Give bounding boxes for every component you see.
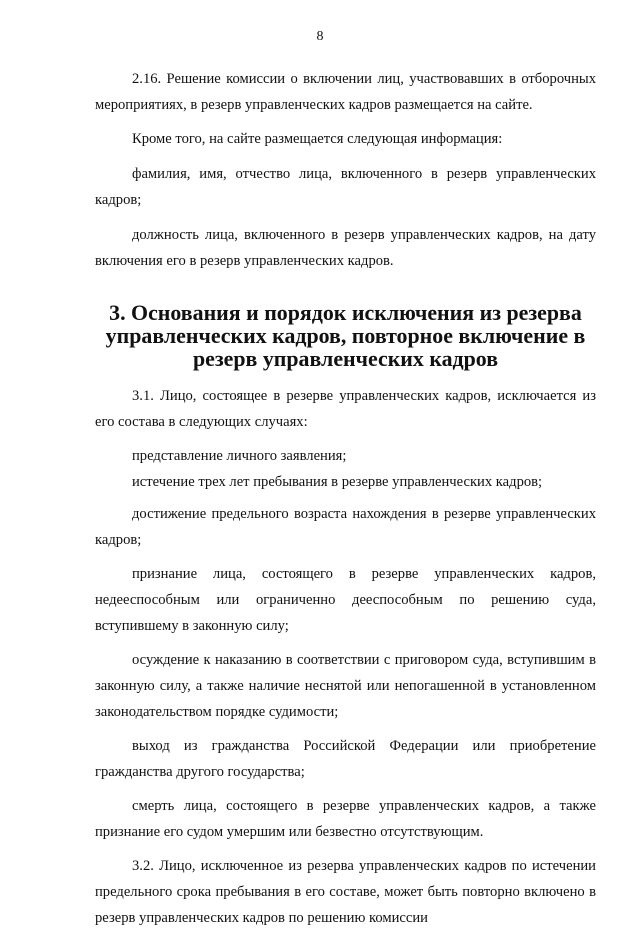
list-item-citizenship: выход из гражданства Российской Федерации или приобретение гражданства другого государства; [95,738,596,780]
paragraph-full-name: фамилия, имя, отчество лица, включенного в резерв управленческих кадров; [95,166,596,208]
list-item-death: смерть лица, состоящего в резерве управленческих кадров, а также признание его судом умершим или безвестно отсутствующим. [95,798,596,840]
list-item-incapacity: признание лица, состоящего в резерве управленческих кадров, недееспособным или ограниченно дееспособным по решению суда, вступившему в законную силу; [95,566,596,634]
paragraph-3-1: 3.1. Лицо, состоящее в резерве управленческих кадров, исключается из его состава в следующих случаях: [95,388,596,430]
paragraph-site-info-intro: Кроме того, на сайте размещается следующая информация: [132,131,503,147]
paragraph-2-16: 2.16. Решение комиссии о включении лиц, участвовавших в отборочных мероприятиях, в резерв управленческих кадров размещается на сайте. [95,71,596,113]
list-item-personal-statement: представление личного заявления; [132,448,347,464]
paragraph-3-2: 3.2. Лицо, исключенное из резерва управленческих кадров по истечении предельного срока пребывания в его составе, может быть повторно включено в резерв управленческих кадров по решению комиссии [95,858,596,926]
list-item-age-limit: достижение предельного возраста нахождения в резерве управленческих кадров; [95,506,596,548]
list-item-conviction: осуждение к наказанию в соответствии с приговором суда, вступившим в законную силу, а также наличие неснятой или непогашенной в установленном законодательством порядке судимости; [95,652,596,720]
page-number: 8 [316,29,324,44]
list-item-three-years: истечение трех лет пребывания в резерве управленческих кадров; [132,474,543,490]
document-body [95,66,596,931]
paragraph-position: должность лица, включенного в резерв управленческих кадров, на дату включения его в резерв управленческих кадров. [95,227,596,269]
section-3-heading: 3. Основания и порядок исключения из резерва управленческих кадров, повторное включение в резерв управленческих кадров [105,300,586,371]
